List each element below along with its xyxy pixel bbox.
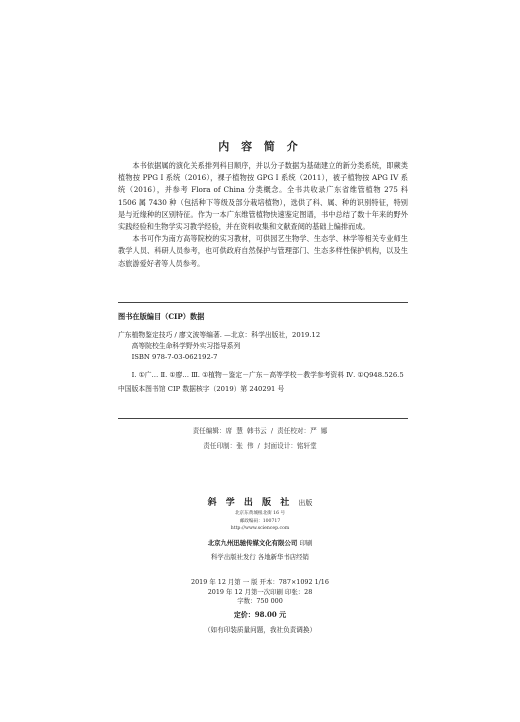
summary-title: 内 容 简 介 <box>218 140 302 153</box>
edition-line: 2019 年 12 月第 一 版 开本：787×1092 1/16 <box>191 578 329 586</box>
summary-body <box>118 160 408 270</box>
cip-classification: Ⅰ. ①广… Ⅱ. ①廖… Ⅲ. ①植物－鉴定－广东－高等学校－教学参考资料 Ⅳ. ①Q948.526.5 <box>131 371 404 379</box>
cip-line: 广东植物鉴定技巧 / 廖文波等编著. —北京：科学出版社，2019.12 <box>118 331 321 339</box>
print-specs <box>0 578 520 607</box>
cip-isbn: ISBN 978-7-03-062192-7 <box>131 353 218 361</box>
cip-block <box>118 330 408 395</box>
summary-paragraph: 本书可作为南方高等院校的实习教材，可供园艺生物学、生态学、林学等相关专业师生教学人员、科研人员参考，也可供政府自然保护与管理部门、生态多样性保护机构，以及生态旅游爱好者等人员参考。 <box>118 234 408 268</box>
printer-suffix: 印刷 <box>299 539 313 547</box>
price: 定价：98.00 元 <box>233 610 287 619</box>
publisher-name: 斜 学 出 版 社 <box>207 498 293 508</box>
cip-series: 高等院校生命科学野外实习指导系列 <box>131 342 241 350</box>
printer-name: 北京九州迅驰传媒文化有限公司 <box>207 539 298 547</box>
cip-heading: 图书在版编目（CIP）数据 <box>118 312 205 321</box>
word-count: 字数：750 000 <box>237 597 283 606</box>
publisher <box>0 495 520 508</box>
quality-notice: （如有印装质量问题，我社负责调换） <box>203 626 317 634</box>
publisher-website: http://www.sciencep.com <box>230 526 290 531</box>
divider <box>118 302 408 303</box>
divider <box>118 418 408 419</box>
publisher-address: 北京东黄城根北街 16 号 <box>234 511 286 516</box>
printing-line: 2019 年 12 月第一次印刷 印张：28 <box>207 587 313 596</box>
publisher-suffix: 出版 <box>298 499 313 507</box>
credits-print-design: 责任印制：张 伟 / 封面设计：铭轩堂 <box>203 442 317 450</box>
credits-editors: 责任编辑：席 慧 韩书云 / 责任校对：严 娜 <box>192 427 328 435</box>
printer <box>0 538 520 547</box>
summary-paragraph: 本书依据属的演化关系排列科目顺序，并以分子数据为基础建立的新分类系统，即蕨类植物按 PPG I 系统（2016），裸子植物按 GPG I 系统（2011），被子植物按 APG IV 系统（2016），并参考 Flora of China 分类概念。全书共收录广东省维管植物 275 科 1506 属 7430 种（包括种下等级及部分栽培植物），选供了科、属、种的识别特征，特别是与近缘种的区别特征。作为一本广东维管植物快速鉴定图谱，书中总结了数十年来的野外实践经验和生物学实习教学经验，并在资料收集和文献查阅的基础上编排而成。 <box>118 161 408 232</box>
publisher-contact <box>0 510 520 533</box>
publisher-postcode: 邮政编码：100717 <box>239 518 281 524</box>
distribution: 科学出版社发行 各地新华书店经销 <box>211 553 309 561</box>
cip-record: 中国版本图书馆 CIP 数据核字（2019）第 240291 号 <box>118 385 285 393</box>
